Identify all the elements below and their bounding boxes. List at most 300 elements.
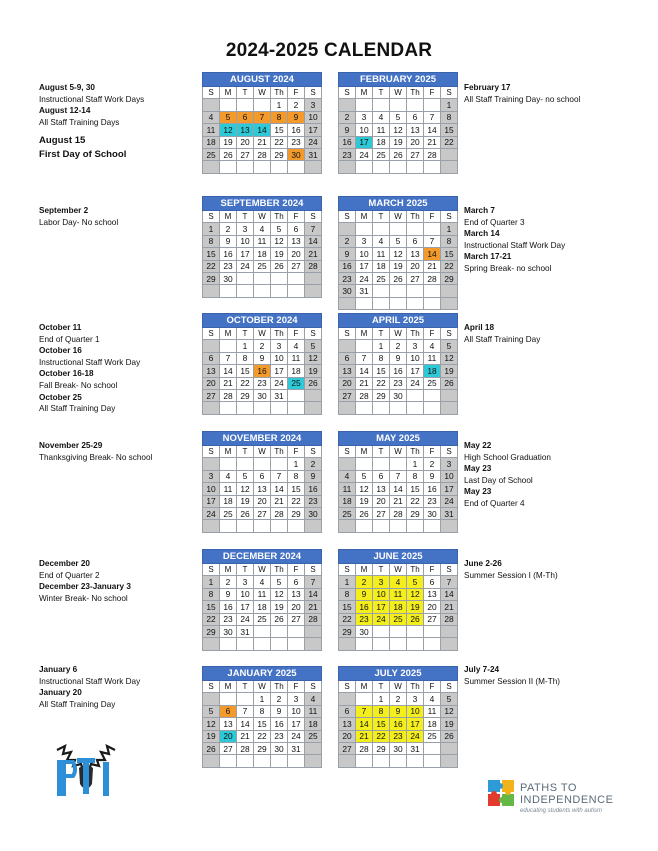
day-cell: 12 [390,124,407,136]
day-cell: 19 [237,495,254,507]
day-cell: 13 [237,124,254,136]
empty-cell [288,638,305,650]
note-date: June 2-26 [464,559,502,568]
day-cell: 28 [305,613,322,625]
day-cell: 18 [339,495,356,507]
day-cell: 28 [271,507,288,519]
empty-cell [373,755,390,767]
day-cell: 24 [356,148,373,160]
weekday-label: S [305,564,322,576]
day-cell: 9 [339,124,356,136]
empty-cell [339,638,356,650]
day-cell: 23 [339,148,356,160]
day-cell: 20 [237,136,254,148]
day-cell: 15 [203,248,220,260]
note-description: Summer Session II (M-Th) [464,676,560,686]
day-cell: 27 [288,260,305,272]
empty-cell [305,625,322,637]
weekday-label: Th [271,211,288,223]
day-cell: 26 [390,272,407,284]
empty-cell [237,161,254,173]
day-cell: 22 [237,377,254,389]
weekday-label: S [203,211,220,223]
day-cell: 1 [254,693,271,705]
day-cell: 26 [407,613,424,625]
weekday-label: F [424,681,441,693]
weekday-label: Th [271,681,288,693]
day-cell: 16 [305,483,322,495]
empty-cell [203,693,220,705]
notes-december [39,558,131,604]
weekday-label: T [373,211,390,223]
day-cell: 29 [254,742,271,754]
day-cell: 16 [339,260,356,272]
day-cell: 26 [356,507,373,519]
empty-cell [339,402,356,414]
day-cell: 15 [203,601,220,613]
note-date: March 7 [464,206,495,215]
empty-cell [407,223,424,235]
day-cell: 19 [390,136,407,148]
day-cell: 19 [305,365,322,377]
weekday-label: W [254,328,271,340]
logo-tagline: educating students with autism [520,808,603,814]
day-cell: 7 [356,705,373,717]
empty-cell [373,520,390,532]
empty-cell [390,99,407,111]
weekday-label: S [441,564,458,576]
day-cell: 19 [441,718,458,730]
day-cell: 1 [441,223,458,235]
day-cell: 17 [373,601,390,613]
day-cell: 2 [220,576,237,588]
day-cell: 21 [271,495,288,507]
day-cell: 23 [220,260,237,272]
day-cell: 30 [305,507,322,519]
day-cell: 15 [288,483,305,495]
empty-cell [441,638,458,650]
day-cell: 10 [356,124,373,136]
weekday-label: T [237,446,254,458]
day-cell: 25 [373,272,390,284]
empty-cell [441,389,458,401]
day-cell: 18 [220,495,237,507]
day-cell: 27 [288,613,305,625]
day-cell: 25 [203,148,220,160]
day-cell: 19 [220,136,237,148]
paths-to-independence-logo [486,778,614,817]
day-cell: 26 [271,260,288,272]
day-cell: 12 [441,705,458,717]
day-cell: 30 [356,625,373,637]
day-cell: 3 [373,576,390,588]
day-cell: 2 [390,693,407,705]
day-cell: 3 [356,111,373,123]
day-cell: 16 [356,601,373,613]
empty-cell [237,520,254,532]
day-cell: 5 [407,576,424,588]
day-cell: 9 [424,470,441,482]
day-cell: 12 [390,248,407,260]
day-cell: 23 [356,613,373,625]
calendar-december-2024 [202,549,322,651]
day-cell: 4 [373,235,390,247]
note-date: October 16-18 [39,369,94,379]
day-cell: 15 [441,248,458,260]
empty-cell [441,402,458,414]
empty-cell [441,742,458,754]
weekday-label: S [339,211,356,223]
empty-cell [390,755,407,767]
empty-cell [356,223,373,235]
weekday-label: T [237,211,254,223]
notes-july [464,664,560,687]
day-cell: 11 [220,483,237,495]
empty-cell [288,285,305,297]
day-cell: 12 [220,124,237,136]
day-cell: 30 [424,507,441,519]
day-cell: 31 [441,507,458,519]
day-cell: 23 [271,730,288,742]
day-cell: 19 [271,601,288,613]
day-cell: 12 [271,588,288,600]
weekday-label: W [390,681,407,693]
note-description: All Staff Training Day [39,404,116,414]
day-cell: 24 [237,613,254,625]
empty-cell [373,99,390,111]
weekday-label: S [339,87,356,99]
day-cell: 13 [339,365,356,377]
day-cell: 23 [390,377,407,389]
day-cell: 28 [441,613,458,625]
day-cell: 20 [220,730,237,742]
month-header: MAY 2025 [339,432,458,446]
day-cell: 2 [424,458,441,470]
day-cell: 8 [407,470,424,482]
day-cell: 19 [356,495,373,507]
day-cell: 12 [271,235,288,247]
day-cell: 13 [288,235,305,247]
empty-cell [203,340,220,352]
empty-cell [390,638,407,650]
calendar-june-2025 [338,549,458,651]
empty-cell [441,625,458,637]
day-cell: 22 [373,377,390,389]
day-cell: 29 [271,148,288,160]
empty-cell [288,625,305,637]
empty-cell [254,755,271,767]
weekday-label: F [288,211,305,223]
note-description: End of Quarter 3 [464,217,525,227]
day-cell: 17 [203,495,220,507]
day-cell: 4 [254,223,271,235]
empty-cell [305,742,322,754]
empty-cell [254,285,271,297]
day-cell: 13 [373,483,390,495]
day-cell: 11 [424,352,441,364]
weekday-label: Th [407,681,424,693]
weekday-label: S [305,446,322,458]
day-cell: 22 [203,260,220,272]
day-cell: 13 [424,588,441,600]
day-cell: 4 [373,111,390,123]
day-cell: 21 [424,136,441,148]
empty-cell [441,285,458,297]
day-cell: 6 [220,705,237,717]
day-cell: 4 [288,340,305,352]
note-date: May 23 [464,487,492,497]
empty-cell [203,638,220,650]
empty-cell [424,755,441,767]
notes-september [39,205,118,228]
day-cell: 1 [373,693,390,705]
day-cell: 27 [237,148,254,160]
empty-cell [305,389,322,401]
day-cell: 8 [203,235,220,247]
day-cell: 27 [373,507,390,519]
day-cell: 19 [441,365,458,377]
note-date: May 23 [464,464,492,474]
day-cell: 3 [305,99,322,111]
empty-cell [305,285,322,297]
weekday-label: F [424,446,441,458]
weekday-label: W [390,564,407,576]
day-cell: 8 [203,588,220,600]
month-header: NOVEMBER 2024 [203,432,322,446]
empty-cell [305,402,322,414]
month-header: JULY 2025 [339,667,458,681]
weekday-label: S [305,87,322,99]
empty-cell [356,402,373,414]
month-header: SEPTEMBER 2024 [203,197,322,211]
empty-cell [220,161,237,173]
day-cell: 14 [254,124,271,136]
day-cell: 22 [407,495,424,507]
note-date: First Day of School [39,149,127,161]
day-cell: 14 [356,718,373,730]
notes-may [464,440,551,510]
day-cell: 18 [373,260,390,272]
empty-cell [407,625,424,637]
day-cell: 29 [203,625,220,637]
calendar-july-2025 [338,666,458,768]
day-cell: 9 [390,705,407,717]
day-cell: 17 [356,136,373,148]
empty-cell [203,161,220,173]
day-cell: 16 [339,136,356,148]
weekday-label: S [203,328,220,340]
month-header: JANUARY 2025 [203,667,322,681]
day-cell: 2 [254,340,271,352]
day-cell: 23 [254,377,271,389]
weekday-label: Th [271,328,288,340]
day-cell: 2 [220,223,237,235]
day-cell: 20 [339,730,356,742]
day-cell: 9 [254,352,271,364]
day-cell: 27 [220,742,237,754]
weekday-label: W [254,87,271,99]
day-cell: 20 [288,601,305,613]
note-description: Summer Session I (M-Th) [464,570,558,580]
day-cell: 25 [390,613,407,625]
day-cell: 8 [339,588,356,600]
empty-cell [373,223,390,235]
logo-line-1: PATHS TO [520,782,577,794]
weekday-label: W [254,446,271,458]
day-cell: 30 [271,742,288,754]
empty-cell [424,161,441,173]
day-cell: 19 [271,248,288,260]
empty-cell [271,272,288,284]
day-cell: 4 [424,340,441,352]
day-cell: 1 [203,223,220,235]
empty-cell [407,285,424,297]
weekday-label: T [237,328,254,340]
day-cell: 21 [254,136,271,148]
day-cell: 5 [441,693,458,705]
weekday-label: Th [407,564,424,576]
calendar-may-2025 [338,431,458,533]
day-cell: 1 [271,99,288,111]
empty-cell [220,755,237,767]
weekday-label: M [356,211,373,223]
empty-cell [424,297,441,309]
day-cell: 9 [220,235,237,247]
day-cell: 10 [356,248,373,260]
day-cell: 5 [305,340,322,352]
month-header: OCTOBER 2024 [203,314,322,328]
day-cell: 17 [305,124,322,136]
calendar-september-2024 [202,196,322,298]
empty-cell [390,297,407,309]
empty-cell [373,161,390,173]
day-cell: 1 [288,458,305,470]
note-date: January 20 [39,688,82,698]
weekday-label: M [220,681,237,693]
day-cell: 1 [407,458,424,470]
day-cell: 16 [220,601,237,613]
day-cell: 4 [254,576,271,588]
empty-cell [356,520,373,532]
empty-cell [424,285,441,297]
day-cell: 26 [390,148,407,160]
notes-march [464,205,565,275]
empty-cell [407,389,424,401]
day-cell: 27 [407,148,424,160]
empty-cell [407,161,424,173]
day-cell: 8 [373,705,390,717]
month-header: AUGUST 2024 [203,73,322,87]
day-cell: 18 [424,718,441,730]
empty-cell [220,402,237,414]
day-cell: 6 [373,470,390,482]
day-cell: 30 [339,285,356,297]
day-cell: 2 [339,111,356,123]
day-cell: 1 [339,576,356,588]
day-cell: 29 [339,625,356,637]
empty-cell [220,693,237,705]
day-cell: 27 [203,389,220,401]
day-cell: 7 [424,111,441,123]
day-cell: 3 [237,576,254,588]
empty-cell [237,458,254,470]
day-cell: 5 [390,235,407,247]
day-cell: 14 [441,588,458,600]
empty-cell [424,99,441,111]
empty-cell [305,638,322,650]
day-cell: 25 [288,377,305,389]
day-cell: 18 [203,136,220,148]
weekday-label: W [390,211,407,223]
day-cell: 27 [254,507,271,519]
day-cell: 20 [424,601,441,613]
day-cell: 11 [424,705,441,717]
empty-cell [288,389,305,401]
day-cell: 16 [271,718,288,730]
empty-cell [271,625,288,637]
day-cell: 25 [254,260,271,272]
day-cell: 30 [220,272,237,284]
month-header: DECEMBER 2024 [203,550,322,564]
calendar-august-2024 [202,72,322,174]
empty-cell [271,755,288,767]
day-cell: 13 [339,718,356,730]
empty-cell [237,272,254,284]
empty-cell [271,285,288,297]
day-cell: 12 [356,483,373,495]
day-cell: 21 [424,260,441,272]
day-cell: 1 [203,576,220,588]
day-cell: 3 [203,470,220,482]
day-cell: 15 [373,365,390,377]
day-cell: 15 [441,124,458,136]
day-cell: 4 [305,693,322,705]
empty-cell [203,458,220,470]
month-header: APRIL 2025 [339,314,458,328]
weekday-label: M [356,87,373,99]
weekday-label: S [441,328,458,340]
note-date: March 14 [464,229,500,239]
empty-cell [390,520,407,532]
empty-cell [254,402,271,414]
calendar-march-2025 [338,196,458,310]
empty-cell [373,625,390,637]
day-cell: 1 [373,340,390,352]
empty-cell [339,520,356,532]
day-cell: 9 [220,588,237,600]
day-cell: 20 [339,377,356,389]
empty-cell [390,402,407,414]
weekday-label: T [373,681,390,693]
weekday-label: T [237,87,254,99]
note-date: May 22 [464,441,492,450]
day-cell: 24 [203,507,220,519]
day-cell: 5 [271,223,288,235]
empty-cell [424,742,441,754]
day-cell: 18 [288,365,305,377]
day-cell: 5 [271,576,288,588]
note-date: August 12-14 [39,106,91,116]
empty-cell [271,161,288,173]
day-cell: 28 [220,389,237,401]
note-date: February 17 [464,83,511,92]
weekday-label: T [373,446,390,458]
empty-cell [373,638,390,650]
note-description: Fall Break- No school [39,380,118,390]
empty-cell [220,285,237,297]
day-cell: 14 [220,365,237,377]
empty-cell [288,161,305,173]
